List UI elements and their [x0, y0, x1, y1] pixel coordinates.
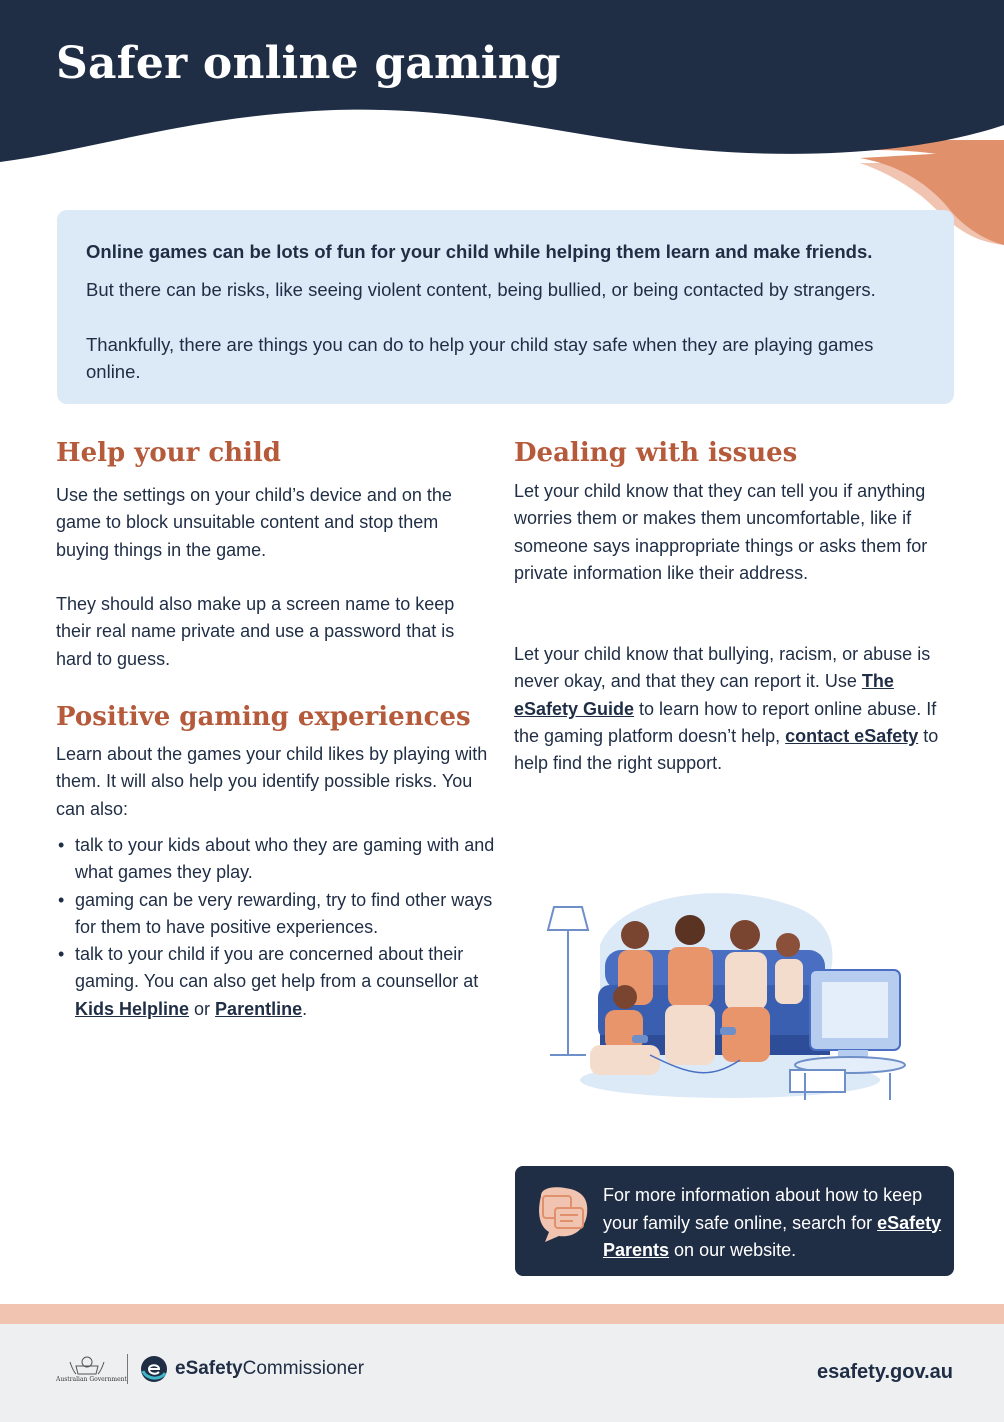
brand-bold: eSafety [175, 1358, 243, 1379]
dealing-with-issues-heading: Dealing with issues [514, 438, 798, 468]
bullet-item [56, 941, 496, 1023]
kids-helpline-link[interactable]: Kids Helpline [75, 998, 190, 1019]
footer-accent-strip [0, 1304, 1004, 1324]
bullet-text: talk to your child if you are concerned about their gaming. You can also get help from a counsellor at [75, 944, 479, 992]
family-gaming-illustration [540, 885, 910, 1110]
dealing-text: to learn how to report online abuse. If the gaming platform doesn’t help, [514, 698, 937, 746]
bullet-text: or [189, 998, 216, 1019]
dealing-text: to help find the right support. [514, 725, 939, 774]
dealing-text: Let your child know that bullying, racism, or abuse is never okay, and that they can report it. Use [514, 644, 931, 692]
help-paragraph-1: Use the settings on your child’s device and on the game to block unsuitable content and stop them buying things in the game. [56, 485, 452, 560]
esafety-commissioner-logo-text [175, 1358, 364, 1380]
positive-bullet-list [56, 832, 496, 1023]
more-info-box [515, 1166, 954, 1276]
info-text: For more information about how to keep your family safe online, search for [603, 1185, 923, 1233]
parentline-link[interactable]: Parentline [215, 998, 303, 1019]
dealing-paragraph-1: Let your child know that they can tell you if anything worries them or makes them uncomfortable, like if someone says inappropriate things or asks them for private information like their address. [514, 481, 928, 583]
esafety-guide-link[interactable]: The eSafety Guide [514, 671, 894, 719]
intro-box [57, 210, 954, 404]
esafety-logo-icon [140, 1355, 168, 1383]
logo-divider [127, 1354, 128, 1384]
contact-esafety-link[interactable]: contact eSafety [785, 725, 919, 746]
page-title: Safer online gaming [56, 38, 561, 89]
info-text: on our website. [669, 1240, 797, 1260]
page-footer [0, 1324, 1004, 1422]
positive-gaming-heading: Positive gaming experiences [56, 702, 471, 732]
bullet-item: • talk to your kids about who they are gaming with and what games they play. [56, 832, 496, 887]
chat-bubble-icon [533, 1184, 593, 1244]
intro-paragraph-2: Thankfully, there are things you can do to help your child stay safe when they are playing games online. [86, 333, 874, 382]
intro-paragraph-1: But there can be risks, like seeing violent content, being bullied, or being contacted by strangers. [86, 279, 876, 300]
website-url[interactable]: esafety.gov.au [817, 1361, 953, 1383]
dealing-paragraph-2 [514, 641, 959, 777]
help-your-child-heading: Help your child [56, 438, 281, 468]
positive-paragraph: Learn about the games your child likes by playing with them. It will also help you identify possible risks. You can also: [56, 744, 488, 819]
more-info-text [603, 1182, 943, 1265]
bullet-item: • gaming can be very rewarding, try to find other ways for them to have positive experiences. [56, 887, 496, 942]
gov-logo-text: Australian Government [56, 1376, 127, 1383]
help-paragraph-2: They should also make up a screen name to keep their real name private and use a password that is hard to guess. [56, 594, 455, 669]
bullet-text: . [302, 998, 308, 1019]
brand-rest: Commissioner [242, 1358, 365, 1379]
intro-lead: Online games can be lots of fun for your child while helping them learn and make friends. [86, 241, 873, 262]
esafety-parents-link[interactable]: eSafety Parents [603, 1212, 942, 1260]
